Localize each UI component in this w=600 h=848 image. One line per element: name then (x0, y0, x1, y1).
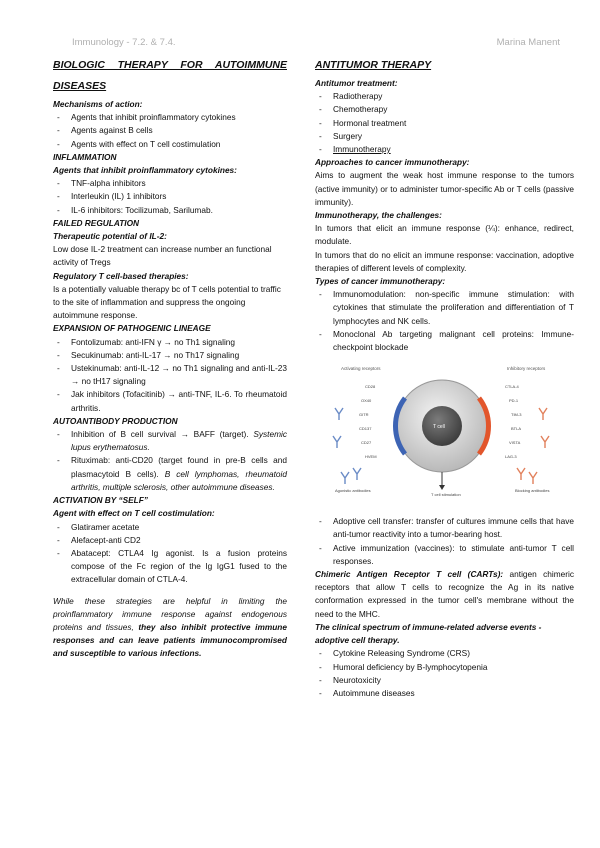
infl-list (53, 177, 287, 217)
treg-text: Is a potentially valuable therapy bc of T cells potential to traffic to the site of inflammation and suppress the ongoing autoimmune response. (53, 283, 281, 321)
header-right: Marina Manent (496, 37, 560, 48)
receptor-label: CD137 (359, 426, 372, 432)
receptor-label: VISTA (509, 440, 521, 446)
list-item: - Interleukin (IL) 1 inhibitors (53, 190, 287, 203)
list-item: - TNF-alpha inhibitors (53, 177, 287, 190)
list-item: - Agents against B cells (53, 124, 287, 137)
failed-title: FAILED REGULATION (53, 217, 140, 228)
cart-text: antigen chimeric receptors that allow T cells to recognize the Ag in its native conformation expressed in the tumor cell's membrane without the need to the MHC. (315, 569, 574, 619)
list-item: - Abatacept: CTLA4 Ig agonist. Is a fusion proteins compose of the Fc region of the Ig IgG1 fused to the extracellular domain of CTLA-4. (53, 547, 287, 587)
mech-list (53, 111, 287, 151)
il2-text: Low dose IL-2 treatment can increase number an functional activity of Tregs (53, 244, 272, 268)
left-title-line1: BIOLOGIC THERAPY FOR AUTOIMMUNE (53, 59, 287, 71)
right-title: ANTITUMOR THERAPY (315, 59, 432, 71)
list-item: - Agents with effect on T cell costimulation (53, 138, 287, 151)
receptor-label: CD28 (365, 384, 376, 390)
receptor-label: PD-1 (509, 398, 519, 404)
list-item (53, 428, 287, 454)
auto-list (53, 428, 287, 494)
list-item: - Autoimmune diseases (315, 687, 574, 700)
label-blocking: Blocking antibodies (515, 488, 550, 494)
cart-paragraph (315, 568, 574, 621)
list-item: - Cytokine Releasing Syndrome (CRS) (315, 647, 574, 660)
chal-title: Immunotherapy, the challenges: (315, 210, 442, 221)
label-agonistic: Agonistic antibodies (335, 488, 371, 494)
blocking-antibodies-icon (517, 408, 549, 484)
appr-text: Aims to augment the weak host immune response to the tumors (active immunity) or to administer tumor-specific Ab or T cells (passive immunity). (315, 170, 574, 207)
agonistic-antibodies-icon (333, 408, 361, 484)
spec-list (315, 647, 574, 700)
list-item: - Chemotherapy (315, 103, 574, 116)
receptor-label: TIM-3 (511, 412, 522, 418)
infl-subtitle: Agents that inhibit proinflammatory cytokines: (53, 165, 237, 176)
receptor-label: LAG-3 (505, 454, 517, 460)
final-b: they also inhibit protective immune responses and can leave patients immunocompromised and susceptible to various infections. (53, 621, 287, 659)
list-item: - Monoclonal Ab targeting malignant cell proteins: Immune-checkpoint blockade (315, 328, 574, 354)
label-t-cell: T cell (433, 424, 445, 431)
list-item: - Immunomodulation: non-specific immune stimulation: with cytokines that stimulate the proliferation and differentiation of T lymphocytes and NK cells. (315, 288, 574, 328)
header-left: Immunology - 7.2. & 7.4. (72, 37, 176, 48)
treat-list (315, 90, 574, 156)
list-item: - Secukinumab: anti-IL-17 → no Th17 signaling (53, 349, 287, 362)
checkpoint-figure (327, 364, 557, 502)
list-item: - Immunotherapy (315, 143, 574, 156)
list-item: - Surgery (315, 130, 574, 143)
label-inhibitory: Inhibitory receptors (507, 366, 546, 372)
list-item: - Humoral deficiency by B-lymphocytopenia (315, 661, 574, 674)
list-item (53, 454, 287, 494)
receptor-label: GITR (359, 412, 369, 418)
right-receptor-labels (505, 384, 522, 459)
spec-title: The clinical spectrum of immune-related adverse events - adoptive cell therapy. (315, 621, 542, 646)
auto-1-text: Inhibition of B cell survival → BAFF (target). (71, 429, 249, 440)
left-receptor-labels (359, 384, 377, 459)
final-a: While these strategies are helpful in limiting the proinflammatory immune response against endogenous proteins and tissues, (53, 595, 287, 632)
auto-title: AUTOANTIBODY PRODUCTION (53, 415, 178, 426)
receptor-label: CD27 (361, 440, 372, 446)
act-title: ACTIVATION BY “SELF” (53, 495, 148, 506)
exp-title: EXPANSION OF PATHOGENIC LINEAGE (53, 323, 211, 334)
list-item: - Agents that inhibit proinflammatory cytokines (53, 111, 287, 124)
right-column (315, 56, 574, 700)
list-item: - Adoptive cell transfer: transfer of cultures immune cells that have anti-tumor reactivity into a tumor-bearing host. (315, 515, 574, 541)
receptor-label: HVEM (365, 454, 377, 460)
receptor-label: CTLA-4 (505, 384, 519, 390)
act-subtitle: Agent with effect on T cell costimulation: (53, 508, 215, 519)
list-item: - Fontolizumab: anti-IFN γ → no Th1 signaling (53, 336, 287, 349)
treg-title: Regulatory T cell-based therapies: (53, 270, 189, 281)
infl-title: INFLAMMATION (53, 151, 117, 162)
left-column (53, 56, 287, 661)
types-list-continued (315, 515, 574, 568)
list-item: - Alefacept-anti CD2 (53, 534, 287, 547)
chal-text-2: In tumors that do no elicit an immune response: vaccination, adoptive therapies of different levels of complexity. (315, 249, 574, 273)
list-item: - Hormonal treatment (315, 117, 574, 130)
treat-title: Antitumor treatment: (315, 78, 398, 88)
act-list (53, 521, 287, 587)
final-paragraph (53, 595, 287, 661)
auto-1-disease: Systemic lupus erythematosus. (71, 429, 287, 453)
types-title: Types of cancer immunotherapy: (315, 276, 446, 287)
list-item: - Glatiramer acetate (53, 521, 287, 534)
auto-2-text: Rituximab: anti-CD20 (target found in pre-B cells and plasmacytoid B cells). (71, 455, 287, 479)
list-item: - Jak inhibitors (Tofacitinib) → anti-TNF, IL-6. To rheumatoid arthritis. (53, 388, 287, 414)
label-activating: Activating receptors (341, 366, 381, 372)
receptor-label: OX40 (361, 398, 372, 404)
list-item: - Neurotoxicity (315, 674, 574, 687)
auto-2-disease: B cell lymphomas, rheumatoid arthritis, multiple sclerosis, other autoimmune diseases. (71, 468, 287, 492)
chal-text-1: In tumors that elicit an immune response (¼): enhance, redirect, modulate. (315, 223, 574, 247)
cart-title: Chimeric Antigen Receptor T cell (CARTs): (315, 569, 504, 580)
list-item: - Active immunization (vaccines): to stimulate anti-tumor T cell responses. (315, 542, 574, 568)
left-title-line2: DISEASES (53, 80, 107, 92)
types-list (315, 288, 574, 354)
receptor-label: BTLA (511, 426, 522, 432)
mech-title: Mechanisms of action: (53, 99, 143, 109)
exp-list (53, 336, 287, 415)
appr-title: Approaches to cancer immunotherapy: (315, 157, 470, 168)
arrowhead-icon (439, 485, 445, 490)
list-item: - IL-6 inhibitors: Tocilizumab, Sarilumab. (53, 204, 287, 217)
il2-title: Therapeutic potential of IL-2: (53, 231, 167, 242)
list-item: - Radiotherapy (315, 90, 574, 103)
list-item: - Ustekinumab: anti-IL-12 → no Th1 signaling and anti-IL-23 → no tH17 signaling (53, 362, 287, 388)
label-stimulation: T cell stimulation (431, 492, 461, 498)
